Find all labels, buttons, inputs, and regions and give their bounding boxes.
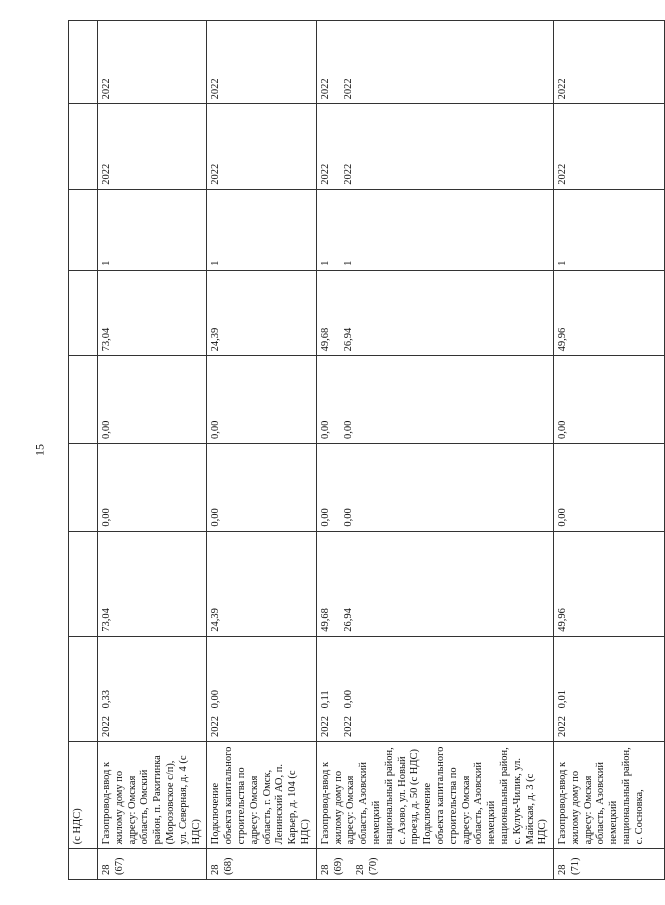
- value-cell: 0,00 0,00: [316, 443, 553, 531]
- value-cell: 49,68 26,94: [316, 531, 553, 636]
- header-cell: [69, 21, 98, 104]
- value-cell: 24,39: [207, 531, 316, 636]
- page-number: 15: [32, 444, 47, 456]
- value-cell: 1: [554, 189, 665, 270]
- year-cell: 2022: [98, 21, 207, 104]
- row-number: 28 (69) 28 (70): [316, 849, 553, 880]
- object-title: Газопровод-ввод к жилому дому по адресу: Омская область, Азовский немецкий национальный район, с. Сосновка,: [554, 741, 665, 848]
- table-header-row: [69, 21, 98, 880]
- header-cell-num: [69, 849, 98, 880]
- header-cell: [69, 270, 98, 355]
- header-cell-unit: (с НДС): [69, 741, 98, 848]
- row-number: 28 (67): [98, 849, 207, 880]
- table-row: [554, 21, 665, 880]
- year-cell: 2022: [554, 104, 665, 189]
- value-cell: 0,00: [554, 443, 665, 531]
- value-cell: 0,00: [207, 443, 316, 531]
- object-title: Газопровод-ввод к жилому дому по адресу: Омская область, Азовский немецкий национальный район, с. Азово, ул. Новый проезд, д. 50 (с НДС) Подключение объекта капитального строительства по адресу: Омская область, Азовский немецкий национальный район, с. Кулук-Чилик, ул. Майская, д. 3 (с НДС): [316, 741, 553, 848]
- year-cell: 2022: [554, 21, 665, 104]
- value-cell: 49,96: [554, 270, 665, 355]
- value-cell: 0,00: [98, 356, 207, 444]
- year-value-cell: 2022 0,11 2022 0,00: [316, 636, 553, 741]
- table-row: [207, 21, 316, 880]
- value-cell: 24,39: [207, 270, 316, 355]
- value-cell: 49,96: [554, 531, 665, 636]
- year-cell: 2022: [207, 104, 316, 189]
- year-value-cell: 2022 0,01: [554, 636, 665, 741]
- table-row: [316, 21, 553, 880]
- value-cell: 49,68 26,94: [316, 270, 553, 355]
- table-row: [98, 21, 207, 880]
- object-title: Подключение объекта капитального строительства по адресу: Омская область, г. Омск, Ленинский АО, п. Карьер, д. 104 (с НДС): [207, 741, 316, 848]
- header-cell: [69, 531, 98, 636]
- value-cell: 1 1: [316, 189, 553, 270]
- value-cell: 0,00: [207, 356, 316, 444]
- value-cell: 0,00 0,00: [316, 356, 553, 444]
- value-cell: 73,04: [98, 531, 207, 636]
- value-cell: 0,00: [98, 443, 207, 531]
- object-title: Газопровод-ввод к жилому дому по адресу: Омская область, Омский район, п. Ракитинка (Морозовское с/п), ул. Северная, д. 4 (с НДС): [98, 741, 207, 848]
- header-cell: [69, 104, 98, 189]
- value-cell: 1: [98, 189, 207, 270]
- year-cell: 2022: [98, 104, 207, 189]
- investment-table: [68, 20, 665, 880]
- value-cell: 1: [207, 189, 316, 270]
- header-cell: [69, 636, 98, 741]
- value-cell: 73,04: [98, 270, 207, 355]
- year-cell: 2022 2022: [316, 21, 553, 104]
- year-cell: 2022 2022: [316, 104, 553, 189]
- row-number: 28 (71): [554, 849, 665, 880]
- year-cell: 2022: [207, 21, 316, 104]
- header-cell: [69, 189, 98, 270]
- year-value-cell: 2022 0,33: [98, 636, 207, 741]
- header-cell: [69, 356, 98, 444]
- document-table-wrapper: [68, 20, 645, 880]
- row-number: 28 (68): [207, 849, 316, 880]
- value-cell: 0,00: [554, 356, 665, 444]
- year-value-cell: 2022 0,00: [207, 636, 316, 741]
- header-cell: [69, 443, 98, 531]
